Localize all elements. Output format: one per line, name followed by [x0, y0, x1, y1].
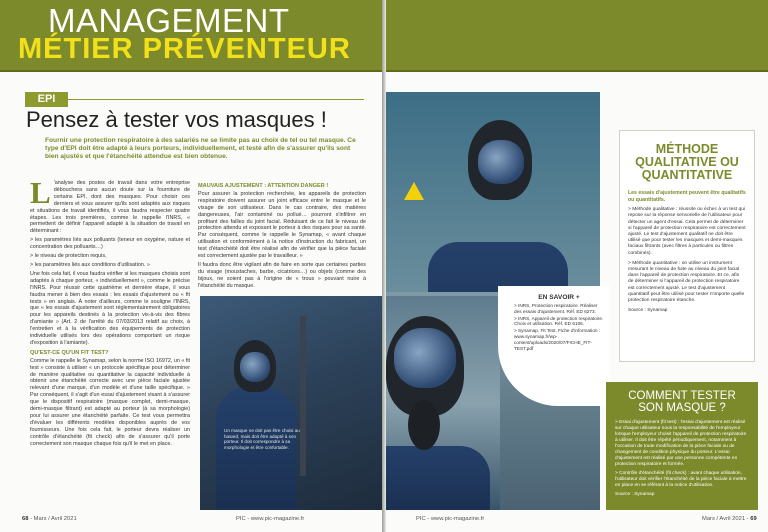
- paragraph: 'analyse des postes de travail dans votre entreprise débouchera sans aucun doute sur la fourniture de certains EPI, dont des masques. Pour choisir ces derniers et vous assurer qu'ils sont adaptés aux risques et situations de travail identifiés, il vous faudra respecter quatre étapes. Les trois premières, comme le rappelle l'INRS, « permettent de définir l'appareil adapté à la situation de travail en déterminant :: [30, 180, 190, 235]
- tag-rule: [68, 99, 364, 100]
- reference-item: > Synamap, Fit Test. Fiche d'information : www.synamap.fr/wp-content/uploads/2020/07/FICHE_FIT-TEST.pdf: [514, 328, 601, 351]
- filter-cartridge: [408, 400, 440, 450]
- column-2: [198, 180, 366, 292]
- methode-intro: Les essais d'ajustement peuvent être qualitatifs ou quantitatifs.: [628, 190, 746, 203]
- paragraph: Pour assurer la protection recherchée, les appareils de protection respiratoire doivent assurer un joint efficace entre le masque et le visage de son utilisateur. Dans le cas contraire, des matières dangereuses, l'air contaminé ou pollué… pourront s'infiltrer en profitant des failles du joint facial. Réduisant de ce fait le niveau de protection attendu et exposant le porteur à des risques pour sa santé. Par conséquent, comme le rappelle le Synamap, « avant chaque utilisation et conformément à la notice d'instruction du fabricant, un test d'étanchéité doit être réalisé afin de vérifier que la pièce faciale est correctement ajustée par le travailleur. »: [198, 190, 366, 260]
- paragraph: Il faudra donc être vigilant afin de faire en sorte que certaines parties du visage (moustaches, barbe, cicatrices…) ou objets (comme des bijoux, ne soient pas à l'origine de « trous » pouvant nuire à l'étanchéité du masque.: [198, 261, 366, 289]
- page-number: 69: [750, 516, 757, 522]
- paragraph: Une fois cela fait, il vous faudra vérifier si les masques choisis sont adaptés à chaque porteur, « individuellement », comme le précise l'INRS. Pour réussir cette quatrième et dernière étape, il vous faudra mener à bien des essais : les essais d'ajustement ou « fit tests » en anglais. À noter d'ailleurs, comme le souligne l'INRS, que « les essais d'ajustement sont réglementairement obligatoires pour les appareils destinés à la protection vis-à-vis des fibres d'amiante » (Art. 2 de l'arrêté du 07/03/2013 relatif au choix, à l'entretien et à la vérification des équipements de protection individuelle utilisés lors des opérations comportant un risque d'exposition à l'amiante).: [30, 270, 190, 346]
- en-savoir-box: [498, 286, 610, 406]
- en-savoir-title: EN SAVOIR +: [538, 294, 580, 301]
- page-number: 68: [22, 516, 29, 522]
- methode-box: [619, 130, 755, 362]
- reference-item: > INRS, Appareil de protection respiratoire. Choix et utilisation. Réf. ED 6106.: [514, 315, 604, 327]
- subheading-fit-test: QU'EST-CE QU'UN FIT TEST?: [30, 349, 109, 356]
- category-tag: EPI: [25, 92, 68, 107]
- section-header: [0, 0, 382, 72]
- subheading-danger: MAUVAIS AJUSTEMENT : ATTENTION DANGER !: [198, 183, 329, 189]
- right-header-band: [386, 0, 768, 72]
- drop-cap: L: [30, 175, 51, 210]
- issue-date: Mars / Avril 2021 -: [702, 516, 749, 522]
- methode-qualitative: > Méthode qualitative : réussite ou échec à un test qui repose sur la réponse sensorielle de l'utilisateur pour détecter un agent d'essai. Cela permet de déterminer si l'appareil de protection respiratoire est correctement ajusté. Le test d'ajustement qualitatif ne doit être utilisé que pour tester les masques et demi-masques faciaux filtrants (avec filtres à particules ou filtres combinés).: [628, 207, 746, 256]
- header-line1: MANAGEMENT: [48, 2, 290, 39]
- methode-quantitative: > Méthode quantitative : on utilise un instrument mesurant le niveau de fuite au niveau du joint facial dans l'appareil de protection respiratoire. Et ce, afin de déterminer si l'appareil de protection respiratoire est correctement ajusté. Le test d'ajustement quantitatif peut être utilisé pour tester n'importe quelle protection respiratoire étanche.: [628, 260, 745, 304]
- left-page: [0, 0, 382, 532]
- footer-left: [22, 516, 77, 522]
- column-1: [30, 175, 191, 450]
- comment-fit-test: > Essai d'ajustement (fit test) : l'essai d'ajustement est réalisé sur chaque utilisateur sous la responsabilité de l'employeur lorsque l'employeur choisit l'appareil de protection respiratoire à utiliser. Il doit être répété périodiquement, notamment à l'occasion de toute modification de la pièce faciale ou de changement de condition physique du porteur. L'essai d'ajustement est réalisé par une personne compétente en protection respiratoire et formée.: [615, 420, 747, 467]
- comment-source: Source : Synamap: [615, 492, 655, 497]
- issue-date: - Mars / Avril 2021: [30, 516, 77, 522]
- photo-full-face-mask: [386, 296, 500, 510]
- bullet-item: > les paramètres liés aux conditions d'utilisation. »: [30, 261, 150, 268]
- footer-right: [702, 516, 757, 522]
- article-title: Pensez à tester vos masques !: [26, 107, 327, 132]
- bullet-item: > le niveau de protection requis,: [30, 253, 107, 260]
- photo-caption: Un masque ne doit pas être choisi au hasard, mais doit être adapté à son porteur. Il doit correspondre à sa morphologie et être confortable.: [224, 428, 300, 450]
- worker-suit: [386, 446, 490, 510]
- article-lead: Fournir une protection respiratoire à des salariés ne se limite pas au choix de tel ou tel masque. Ce type d'EPI doit être adapté à leurs porteurs, individuellement, et testé afin de s'assurer qu'ils sont bien ajustés et que l'étanchéité attendue est bien obtenue.: [45, 137, 356, 161]
- bullet-item: > les paramètres liés aux polluants (teneur en oxygène, nature et concentration des polluants…): [30, 237, 190, 251]
- photo-worker-with-mask: [200, 296, 382, 510]
- comment-box: [606, 382, 758, 510]
- mask-visor: [240, 352, 270, 382]
- reference-item: > INRS, Protection respiratoire. Réaliser des essais d'ajustement. Réf. ED 6273.: [514, 303, 598, 314]
- paragraph: Comme le rappelle le Synamap, selon la norme ISO 16972, un « fit test » consiste à utiliser « un protocole spécifique pour déterminer de manière qualitative ou quantitative la capacité individuelle à obtenir une étanchéité correcte avec une pièce faciale ajustée relevant d'une marque, d'un modèle et d'une taille spécifique. » Par conséquent, il s'agit d'un essai d'ajustement visant à s'assurer que le dispositif respiratoire (masque complet, demi-masque, demi-masque filtrant) est adapté au porteur (à sa morphologie) pour lui assurer une étanchéité parfaite. Ce test vous permettra d'évaluer les différents modèles disponibles auprès de vos fournisseurs. Une fois cela fait, le porteur devra réaliser un contrôle d'étanchéité (fit check) afin de s'assurer qu'il porte correctement son masque chaque fois qu'il le met en place.: [30, 357, 191, 447]
- comment-title: COMMENT TESTER SON MASQUE ?: [628, 390, 736, 414]
- methode-source: Source : Synamap: [628, 308, 668, 314]
- pipe: [300, 316, 306, 476]
- comment-fit-check: > Contrôle d'étanchéité (fit check) : avant chaque utilisation, l'utilisateur doit vérifier l'étanchéité de la pièce faciale à mettre en place en se référant à la notice d'utilisation.: [615, 471, 747, 488]
- right-page: [386, 0, 768, 532]
- header-line2: MÉTIER PRÉVENTEUR: [18, 33, 351, 65]
- methode-title: MÉTHODE QUALITATIVE OU QUANTITATIVE: [635, 142, 739, 182]
- mask-visor: [478, 140, 524, 184]
- mask-visor: [394, 328, 456, 388]
- footer-site-right: PIC - www.pic-magazine.fr: [416, 516, 485, 522]
- footer-site-left: PIC - www.pic-magazine.fr: [236, 516, 305, 522]
